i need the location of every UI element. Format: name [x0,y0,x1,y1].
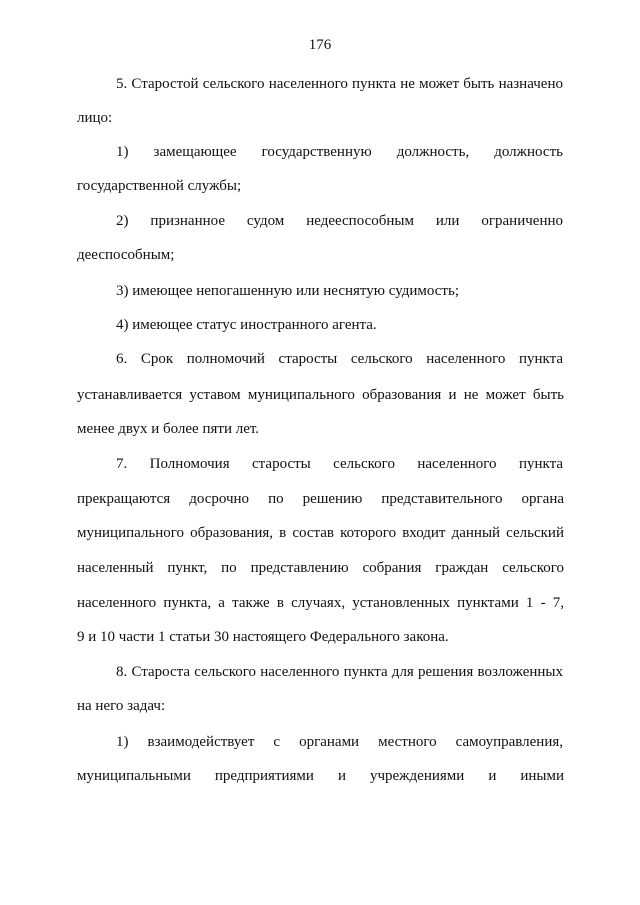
text-line: на него задач: [77,698,166,714]
text-line: прекращаются досрочно по решению представительного органа [77,491,564,507]
text-line: государственной службы; [77,178,242,194]
text-line: 8. Староста сельского населенного пункта для решения возложенных [116,664,563,680]
text-line: населенный пункт, по представлению собрания граждан сельского [77,560,564,576]
text-line: устанавливается уставом муниципального образования и не может быть [77,387,564,403]
text-line: 1) замещающее государственную должность, должность [116,144,563,160]
text-line: 3) имеющее непогашенную или неснятую судимость; [116,283,459,299]
text-line: 5. Старостой сельского населенного пункта не может быть назначено [116,76,563,92]
text-line: менее двух и более пяти лет. [77,421,260,437]
page-number: 176 [308,37,332,53]
text-line: 6. Срок полномочий старосты сельского населенного пункта [116,351,563,367]
text-line: муниципального образования, в состав которого входит данный сельский [77,525,564,541]
text-line: 4) имеющее статус иностранного агента. [116,317,377,333]
text-line: населенного пункта, а также в случаях, установленных пунктами 1 - 7, [77,595,564,611]
text-line: лицо: [77,110,113,126]
text-line: 2) признанное судом недееспособным или ограниченно [116,213,563,229]
text-line: муниципальными предприятиями и учреждениями и иными [77,768,564,784]
text-line: 9 и 10 части 1 статьи 30 настоящего Федерального закона. [77,629,449,645]
text-line: 1) взаимодействует с органами местного самоуправления, [116,734,563,750]
text-line: дееспособным; [77,247,175,263]
text-line: 7. Полномочия старосты сельского населенного пункта [116,456,563,472]
